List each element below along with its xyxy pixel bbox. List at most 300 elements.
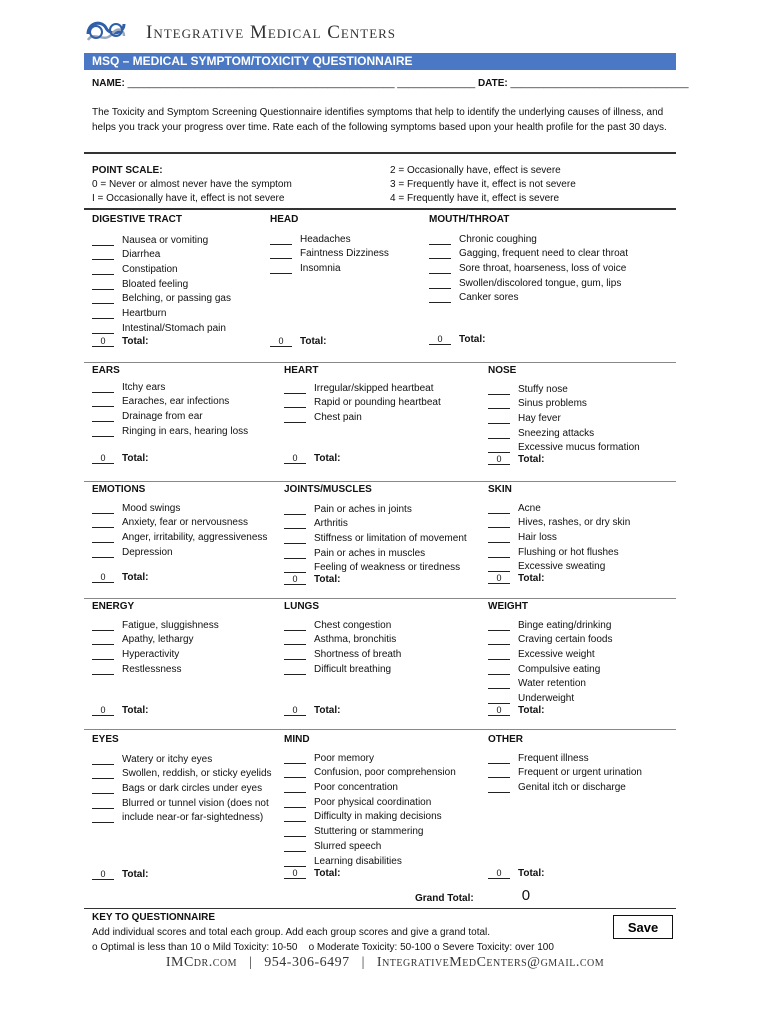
symptom-item xyxy=(429,274,628,289)
symptom-list xyxy=(284,749,456,867)
total-label: Total: xyxy=(518,705,545,716)
score-field[interactable] xyxy=(270,249,292,259)
symptom-label: Acne xyxy=(518,502,541,514)
section-title: HEAD xyxy=(270,214,299,225)
symptom-list xyxy=(270,230,389,274)
symptom-label: Apathy, lethargy xyxy=(122,634,194,646)
symptom-label: Chest congestion xyxy=(314,619,392,631)
total-value: 0 xyxy=(92,572,114,583)
symptom-label: Irregular/skipped heartbeat xyxy=(314,382,434,394)
symptom-label: Arthritis xyxy=(314,518,348,530)
total-value: 0 xyxy=(284,705,306,716)
symptom-item xyxy=(284,778,456,793)
symptom-label: Poor physical coordination xyxy=(314,796,432,808)
score-field[interactable] xyxy=(92,784,114,794)
scale-line: 4 = Frequently have it, effect is severe xyxy=(390,193,560,204)
section-total xyxy=(92,336,148,347)
symptom-item xyxy=(92,631,219,646)
section-title: MOUTH/THROAT xyxy=(429,214,510,225)
divider xyxy=(84,362,676,363)
section-other xyxy=(488,734,523,750)
section-title: EARS xyxy=(92,365,120,376)
score-field[interactable] xyxy=(92,383,114,393)
symptom-label: Hyperactivity xyxy=(122,649,180,661)
symptom-label: Depression xyxy=(122,546,173,558)
symptom-label: Hay fever xyxy=(518,413,561,425)
section-title: DIGESTIVE TRACT xyxy=(92,214,183,225)
symptom-item xyxy=(92,779,272,794)
symptom-item xyxy=(92,378,248,393)
symptom-item xyxy=(429,289,628,304)
score-field[interactable] xyxy=(284,857,306,867)
symptom-item xyxy=(284,616,401,631)
symptom-label: Anger, irritability, aggressiveness xyxy=(122,532,268,544)
symptom-item xyxy=(284,793,456,808)
symptom-label: Mood swings xyxy=(122,502,181,514)
score-field[interactable] xyxy=(284,413,306,423)
symptom-item xyxy=(488,689,613,704)
section-title: NOSE xyxy=(488,365,517,376)
section-total xyxy=(488,705,544,716)
total-label: Total: xyxy=(518,868,545,879)
total-label: Total: xyxy=(314,453,341,464)
score-field[interactable] xyxy=(92,769,114,779)
symptom-item xyxy=(92,514,267,529)
total-label: Total: xyxy=(314,868,341,879)
symptom-label: Anxiety, fear or nervousness xyxy=(122,517,248,529)
symptom-label: Canker sores xyxy=(459,292,519,304)
section-head xyxy=(270,214,298,230)
score-field[interactable] xyxy=(429,293,451,303)
symptom-item xyxy=(488,439,640,454)
symptom-label: Drainage from ear xyxy=(122,411,203,423)
score-field[interactable] xyxy=(92,324,114,334)
symptom-label: Bags or dark circles under eyes xyxy=(122,783,263,795)
symptom-list xyxy=(488,380,640,453)
score-field[interactable] xyxy=(284,842,306,852)
scale-line: 2 = Occasionally have, effect is severe xyxy=(390,165,561,176)
symptom-item xyxy=(270,245,389,260)
name-label: NAME: xyxy=(92,78,125,89)
divider xyxy=(84,598,676,599)
symptom-label: Learning disabilities xyxy=(314,855,402,867)
symptom-item xyxy=(488,660,613,675)
divider xyxy=(84,908,676,909)
symptom-item xyxy=(284,645,401,660)
symptom-label: Water retention xyxy=(518,678,586,690)
score-field[interactable] xyxy=(488,518,510,528)
symptom-label: Constipation xyxy=(122,264,178,276)
symptom-label: Earaches, ear infections xyxy=(122,396,230,408)
total-value: 0 xyxy=(488,573,510,584)
score-field[interactable] xyxy=(284,519,306,529)
org-name: Integrative Medical Centers xyxy=(146,22,397,43)
score-field[interactable] xyxy=(488,768,510,778)
section-emotions xyxy=(92,484,145,500)
section-total xyxy=(284,868,340,879)
score-field[interactable] xyxy=(488,562,510,572)
score-field[interactable] xyxy=(488,665,510,675)
score-field[interactable] xyxy=(488,621,510,631)
symptom-item xyxy=(92,422,248,437)
symptom-item xyxy=(488,616,613,631)
symptom-list xyxy=(284,616,401,675)
symptom-label: Compulsive eating xyxy=(518,663,601,675)
symptom-label: Watery or itchy eyes xyxy=(122,753,213,765)
score-field[interactable] xyxy=(92,397,114,407)
name-field[interactable]: ________________________________________________ ______________ xyxy=(127,78,476,89)
symptom-item xyxy=(92,231,231,246)
section-title: ENERGY xyxy=(92,601,135,612)
symptom-item xyxy=(270,230,389,245)
symptom-item xyxy=(92,809,272,824)
score-field[interactable] xyxy=(284,812,306,822)
symptom-label: Stuttering or stammering xyxy=(314,826,424,838)
total-label: Total: xyxy=(459,334,486,345)
symptom-item xyxy=(488,645,613,660)
symptom-label: Frequent illness xyxy=(518,752,589,764)
symptom-item xyxy=(92,750,272,765)
save-button[interactable]: Save xyxy=(613,915,673,939)
total-label: Total: xyxy=(314,705,341,716)
score-field[interactable] xyxy=(488,754,510,764)
total-value: 0 xyxy=(92,453,114,464)
score-field[interactable] xyxy=(284,783,306,793)
score-field[interactable] xyxy=(92,635,114,645)
symptom-label: Shortness of breath xyxy=(314,649,402,661)
score-field[interactable] xyxy=(92,621,114,631)
symptom-item xyxy=(284,764,456,779)
score-field[interactable] xyxy=(488,635,510,645)
score-field[interactable] xyxy=(284,549,306,559)
section-total xyxy=(284,574,340,585)
section-total xyxy=(284,705,340,716)
total-label: Total: xyxy=(122,336,149,347)
score-field[interactable] xyxy=(284,827,306,837)
score-field[interactable] xyxy=(488,694,510,704)
section-weight xyxy=(488,601,528,617)
score-field[interactable] xyxy=(488,399,510,409)
symptom-label: Stiffness or limitation of movement xyxy=(314,533,467,545)
symptom-label: Restlessness xyxy=(122,663,182,675)
symptom-item xyxy=(284,660,401,675)
score-field[interactable] xyxy=(92,280,114,290)
symptom-item xyxy=(429,259,628,274)
symptom-item xyxy=(92,304,231,319)
symptom-label: Excessive sweating xyxy=(518,561,606,573)
score-field[interactable] xyxy=(92,250,114,260)
symptom-item xyxy=(92,260,231,275)
section-title: JOINTS/MUSCLES xyxy=(284,484,372,495)
section-title: MIND xyxy=(284,734,310,745)
symptom-item xyxy=(488,543,630,558)
section-mouth xyxy=(429,214,509,230)
symptom-label: Belching, or passing gas xyxy=(122,293,231,305)
symptom-item xyxy=(284,500,467,515)
score-field[interactable] xyxy=(92,294,114,304)
section-title: WEIGHT xyxy=(488,601,528,612)
page-header xyxy=(84,14,684,48)
score-field[interactable] xyxy=(488,650,510,660)
section-energy xyxy=(92,601,134,617)
section-total xyxy=(92,705,148,716)
symptom-label: Poor concentration xyxy=(314,782,398,794)
section-eyes xyxy=(92,734,119,750)
scale-line: I = Occasionally have it, effect is not severe xyxy=(92,193,285,204)
symptom-list xyxy=(92,750,272,823)
total-label: Total: xyxy=(122,869,149,880)
score-field[interactable] xyxy=(429,235,451,245)
symptom-item xyxy=(284,631,401,646)
total-value: 0 xyxy=(92,869,114,880)
section-total xyxy=(488,454,544,465)
symptom-label: Sore throat, hoarseness, loss of voice xyxy=(459,263,627,275)
symptom-list xyxy=(488,749,642,793)
name-date-line xyxy=(92,78,689,89)
score-field[interactable] xyxy=(488,533,510,543)
score-field[interactable] xyxy=(92,518,114,528)
section-total xyxy=(92,453,148,464)
total-value: 0 xyxy=(488,868,510,879)
total-value: 0 xyxy=(92,336,114,347)
section-total xyxy=(270,336,326,347)
score-field[interactable] xyxy=(92,236,114,246)
symptom-label: Stuffy nose xyxy=(518,383,568,395)
date-field[interactable]: ________________________________ xyxy=(510,78,689,89)
section-mind xyxy=(284,734,310,750)
key-heading: KEY TO QUESTIONNAIRE xyxy=(92,912,215,923)
total-label: Total: xyxy=(518,454,545,465)
score-field[interactable] xyxy=(92,755,114,765)
score-field[interactable] xyxy=(429,279,451,289)
symptom-label: Pain or aches in muscles xyxy=(314,547,426,559)
score-field[interactable] xyxy=(92,533,114,543)
score-field[interactable] xyxy=(92,799,114,809)
symptom-label: Intestinal/Stomach pain xyxy=(122,322,226,334)
symptom-label: Asthma, bronchitis xyxy=(314,634,397,646)
section-digestive xyxy=(92,214,182,230)
symptom-item xyxy=(284,852,456,867)
symptom-item xyxy=(284,837,456,852)
score-field[interactable] xyxy=(92,650,114,660)
symptom-list xyxy=(488,616,613,704)
point-scale-heading: POINT SCALE: xyxy=(92,165,163,176)
score-field[interactable] xyxy=(92,265,114,275)
symptom-list xyxy=(284,500,467,573)
section-joints xyxy=(284,484,372,500)
symptom-label: Swollen, reddish, or sticky eyelids xyxy=(122,768,272,780)
symptom-item xyxy=(488,409,640,424)
symptom-item xyxy=(92,319,231,334)
section-title: LUNGS xyxy=(284,601,319,612)
scale-line: 3 = Frequently have it, effect is not severe xyxy=(390,179,576,190)
symptom-item xyxy=(429,230,628,245)
symptom-item xyxy=(284,379,441,394)
score-field[interactable] xyxy=(284,621,306,631)
score-field[interactable] xyxy=(429,264,451,274)
score-field[interactable] xyxy=(284,650,306,660)
divider xyxy=(84,481,676,482)
symptom-label: Frequent or urgent urination xyxy=(518,767,642,779)
symptom-item xyxy=(92,275,231,290)
section-total xyxy=(488,868,544,879)
questionnaire-key xyxy=(92,910,554,955)
symptom-item xyxy=(488,395,640,410)
total-value: 0 xyxy=(488,705,510,716)
score-field[interactable] xyxy=(284,384,306,394)
divider xyxy=(84,152,676,154)
section-title: EYES xyxy=(92,734,119,745)
symptom-list xyxy=(92,616,219,675)
symptom-label: Flushing or hot flushes xyxy=(518,546,619,558)
symptom-item xyxy=(488,528,630,543)
page-title: MSQ – MEDICAL SYMPTOM/TOXICITY QUESTIONNAIRE xyxy=(84,53,676,70)
total-label: Total: xyxy=(314,574,341,585)
symptom-item xyxy=(488,631,613,646)
symptom-label: Craving certain foods xyxy=(518,634,613,646)
total-label: Total: xyxy=(122,572,149,583)
symptom-label: Sinus problems xyxy=(518,398,587,410)
symptom-label: Binge eating/drinking xyxy=(518,619,612,631)
symptom-item xyxy=(284,515,467,530)
symptom-item xyxy=(270,259,389,274)
score-field[interactable] xyxy=(488,679,510,689)
symptom-label: Swollen/discolored tongue, gum, lips xyxy=(459,277,622,289)
symptom-list xyxy=(92,378,248,437)
symptom-label: Difficulty in making decisions xyxy=(314,811,442,823)
score-field[interactable] xyxy=(92,548,114,558)
symptom-item xyxy=(284,749,456,764)
symptom-item xyxy=(92,393,248,408)
symptom-item xyxy=(92,616,219,631)
total-label: Total: xyxy=(518,573,545,584)
score-field[interactable] xyxy=(92,665,114,675)
divider xyxy=(84,208,676,210)
score-field[interactable] xyxy=(284,665,306,675)
total-value: 0 xyxy=(429,334,451,345)
section-total xyxy=(92,869,148,880)
total-label: Total: xyxy=(300,336,327,347)
score-field[interactable] xyxy=(488,504,510,514)
section-total xyxy=(429,334,485,345)
symptom-label: Excessive mucus formation xyxy=(518,442,640,454)
total-value: 0 xyxy=(284,574,306,585)
symptom-label: Rapid or pounding heartbeat xyxy=(314,397,441,409)
score-field[interactable] xyxy=(284,798,306,808)
symptom-label: include near-or far-sightedness) xyxy=(122,812,264,824)
section-title: EMOTIONS xyxy=(92,484,146,495)
symptom-label: Underweight xyxy=(518,693,575,705)
score-field[interactable] xyxy=(429,249,451,259)
score-field[interactable] xyxy=(92,504,114,514)
symptom-item xyxy=(92,645,219,660)
score-field[interactable] xyxy=(284,635,306,645)
symptom-label: Faintness Dizziness xyxy=(300,248,389,260)
symptom-item xyxy=(284,529,467,544)
score-field[interactable] xyxy=(92,309,114,319)
score-field[interactable] xyxy=(92,412,114,422)
symptom-list xyxy=(92,499,267,558)
score-field[interactable] xyxy=(284,398,306,408)
total-label: Total: xyxy=(122,453,149,464)
symptom-item xyxy=(284,394,441,409)
score-field[interactable] xyxy=(284,754,306,764)
symptom-label: Poor memory xyxy=(314,752,375,764)
section-title: OTHER xyxy=(488,734,523,745)
score-field[interactable] xyxy=(270,264,292,274)
scale-line: 0 = Never or almost never have the symptom xyxy=(92,179,292,190)
symptom-label: Heartburn xyxy=(122,308,167,320)
symptom-list xyxy=(429,230,628,303)
symptom-label: Feeling of weakness or tiredness xyxy=(314,562,461,574)
symptom-label: Confusion, poor comprehension xyxy=(314,767,456,779)
symptom-item xyxy=(488,558,630,573)
score-field[interactable] xyxy=(270,235,292,245)
score-field[interactable] xyxy=(284,534,306,544)
score-field[interactable] xyxy=(92,813,114,823)
symptom-item xyxy=(92,407,248,422)
symptom-label: Sneezing attacks xyxy=(518,427,595,439)
symptom-item xyxy=(92,528,267,543)
score-field[interactable] xyxy=(488,783,510,793)
symptom-label: Chest pain xyxy=(314,412,362,424)
symptom-item xyxy=(92,543,267,558)
symptom-item xyxy=(284,822,456,837)
symptom-item xyxy=(284,544,467,559)
score-field[interactable] xyxy=(488,443,510,453)
score-field[interactable] xyxy=(488,429,510,439)
symptom-label: Blurred or tunnel vision (does not xyxy=(122,797,269,809)
total-value: 0 xyxy=(284,868,306,879)
symptom-label: Excessive weight xyxy=(518,649,595,661)
symptom-list xyxy=(488,499,630,572)
score-field[interactable] xyxy=(488,414,510,424)
score-field[interactable] xyxy=(284,505,306,515)
score-field[interactable] xyxy=(488,548,510,558)
logo-icon xyxy=(84,14,128,48)
symptom-label: Hair loss xyxy=(518,532,557,544)
symptom-label: Itchy ears xyxy=(122,381,166,393)
symptom-item xyxy=(284,808,456,823)
symptom-list xyxy=(92,231,231,334)
section-nose xyxy=(488,365,516,381)
symptom-item xyxy=(92,660,219,675)
score-field[interactable] xyxy=(284,768,306,778)
key-line: o Optimal is less than 10 o Mild Toxicity: 10-50 o Moderate Toxicity: 50-100 o Severe Toxicity: over 100 xyxy=(92,942,554,953)
symptom-label: Slurred speech xyxy=(314,840,382,852)
symptom-label: Ringing in ears, hearing loss xyxy=(122,425,249,437)
score-field[interactable] xyxy=(92,427,114,437)
score-field[interactable] xyxy=(488,385,510,395)
section-total xyxy=(488,573,544,584)
total-value: 0 xyxy=(488,454,510,465)
grand-total-label: Grand Total: xyxy=(415,893,474,904)
symptom-label: Pain or aches in joints xyxy=(314,503,412,515)
symptom-item xyxy=(92,290,231,305)
symptom-label: Chronic coughing xyxy=(459,233,537,245)
section-lungs xyxy=(284,601,319,617)
total-value: 0 xyxy=(284,453,306,464)
score-field[interactable] xyxy=(284,563,306,573)
symptom-item xyxy=(488,424,640,439)
point-scale-right xyxy=(390,164,576,206)
date-label: DATE: xyxy=(477,78,508,89)
symptom-label: Diarrhea xyxy=(122,249,161,261)
symptom-item xyxy=(92,794,272,809)
total-label: Total: xyxy=(122,705,149,716)
section-title: HEART xyxy=(284,365,319,376)
grand-total-value: 0 xyxy=(521,887,531,904)
